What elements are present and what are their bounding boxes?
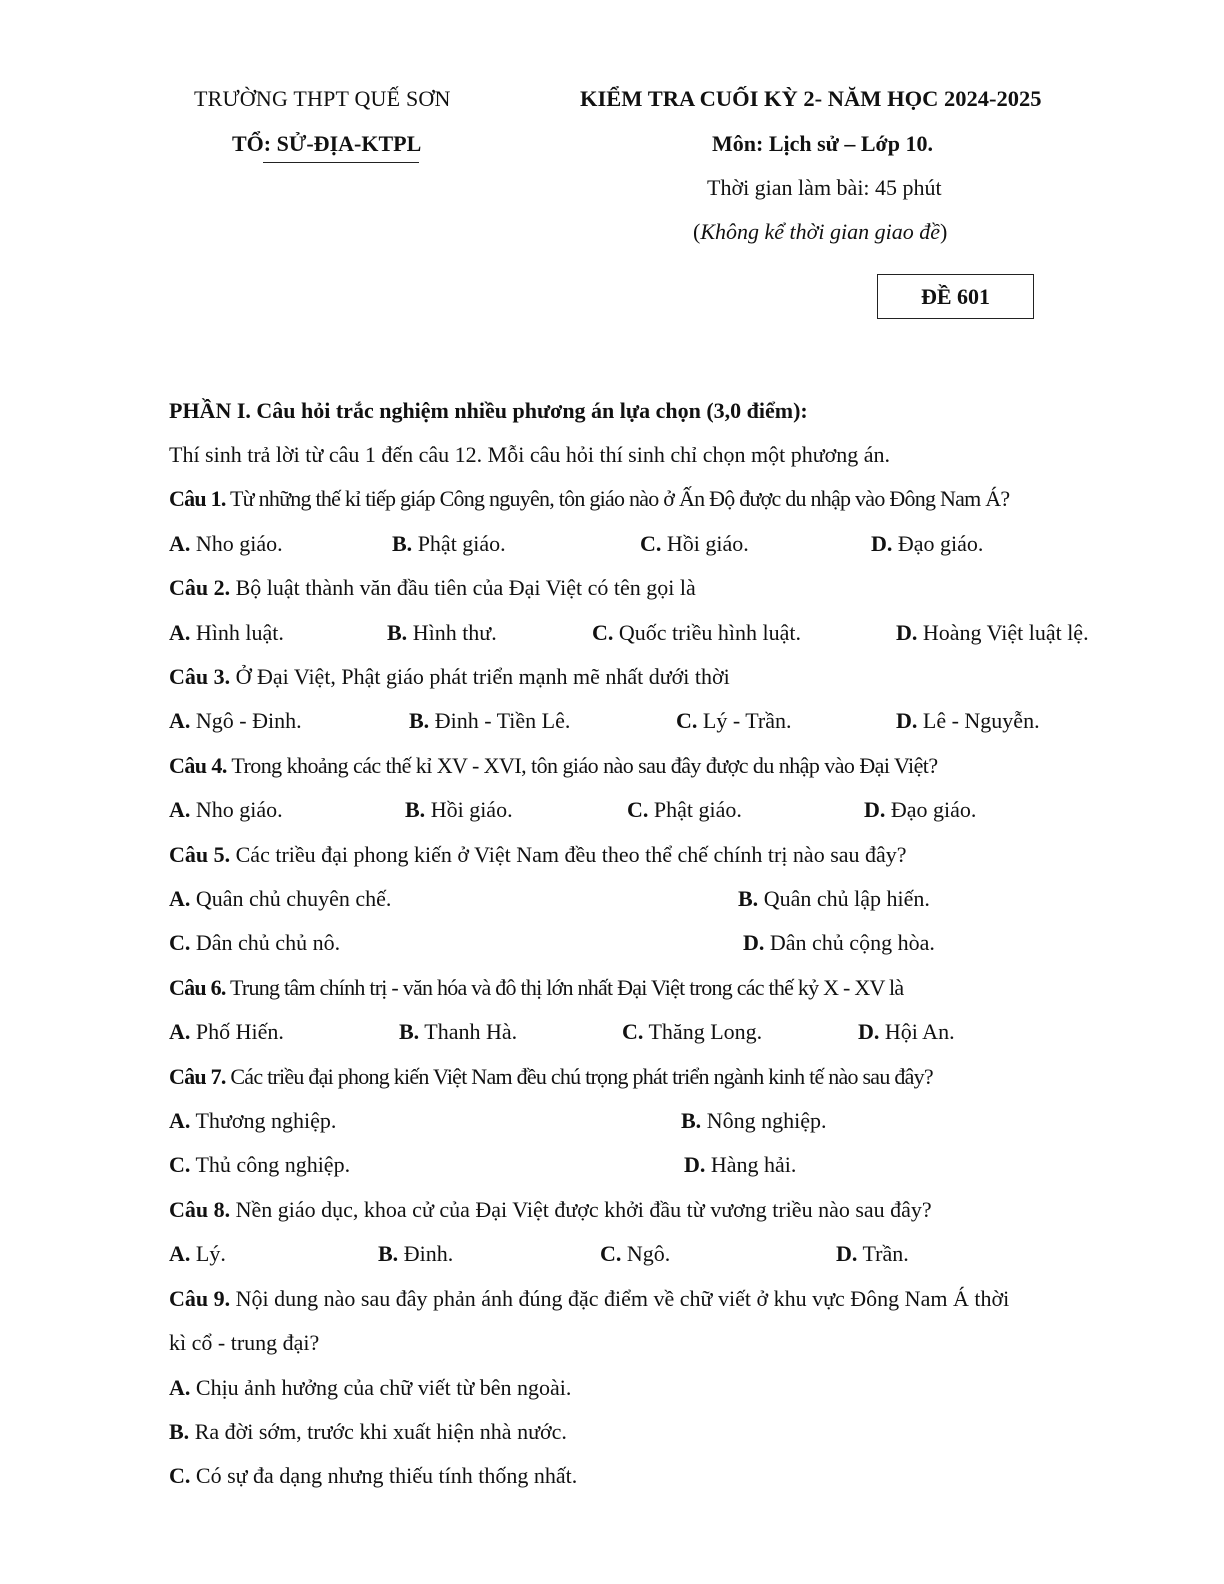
label-letter: C. — [169, 1152, 191, 1177]
question-4-option-b — [405, 797, 513, 823]
label-letter: D. — [871, 531, 893, 556]
label-text: Trần. — [857, 1241, 909, 1266]
label-text: Từ những thế kỉ tiếp giáp Công nguyên, tôn giáo nào ở Ấn Độ được du nhập vào Đông Nam Á? — [225, 486, 1010, 511]
label-text: Hồi giáo. — [661, 531, 749, 556]
label-letter: Câu 4. — [169, 753, 227, 778]
label-letter: C. — [676, 708, 698, 733]
label-letter: B. — [387, 620, 408, 645]
label-letter: B. — [738, 886, 759, 911]
label-letter: A. — [169, 1241, 191, 1266]
question-5-option-c — [169, 930, 340, 956]
label-letter: C. — [627, 797, 649, 822]
question-5-option-b — [738, 886, 930, 912]
exam-duration: Thời gian làm bài: 45 phút — [707, 175, 942, 200]
exam-title: KIỂM TRA CUỐI KỲ 2- NĂM HỌC 2024-2025 — [580, 86, 1042, 111]
label-text: Có sự đa dạng nhưng thiếu tính thống nhất. — [190, 1463, 578, 1488]
question-2-option-c — [592, 620, 801, 646]
label-text: Đạo giáo. — [885, 797, 977, 822]
label-letter: D. — [896, 620, 918, 645]
label-text: Đạo giáo. — [892, 531, 984, 556]
question-9 — [169, 1286, 1009, 1312]
question-1-option-c — [640, 531, 749, 557]
label-text: Lê - Nguyễn. — [917, 708, 1040, 733]
question-6-option-b — [399, 1019, 517, 1045]
exam-code: ĐỀ 601 — [920, 283, 991, 309]
question-2-option-d — [896, 620, 1089, 646]
question-9-continuation: kì cổ - trung đại? — [169, 1330, 320, 1355]
label-text: Các triều đại phong kiến Việt Nam đều chú trọng phát triển ngành kinh tế nào sau đây? — [225, 1064, 933, 1089]
label-text: Ngô. — [621, 1241, 671, 1266]
question-9-option-b — [169, 1419, 567, 1445]
label-text: Hình luật. — [190, 620, 284, 645]
label-text: Hồi giáo. — [425, 797, 513, 822]
label-text: Trong khoảng các thế kỉ XV - XVI, tôn giáo nào sau đây được du nhập vào Đại Việt? — [226, 753, 938, 778]
label-text: Ra đời sớm, trước khi xuất hiện nhà nước. — [189, 1419, 567, 1444]
question-8 — [169, 1197, 932, 1223]
question-7-option-c — [169, 1152, 350, 1178]
label-text: Phật giáo. — [412, 531, 506, 556]
label-text: Dân chủ chủ nô. — [190, 930, 341, 955]
label-text: Nền giáo dục, khoa cử của Đại Việt được khởi đầu từ vương triều nào sau đây? — [230, 1197, 932, 1222]
exam-code-box — [877, 274, 1034, 319]
question-7-option-a — [169, 1108, 336, 1134]
label-letter: C. — [600, 1241, 622, 1266]
label-letter: A. — [169, 1019, 191, 1044]
question-4-option-c — [627, 797, 742, 823]
question-6-option-a — [169, 1019, 284, 1045]
question-1-option-b — [392, 531, 506, 557]
question-5 — [169, 842, 907, 868]
label-letter: D. — [896, 708, 918, 733]
question-4 — [169, 753, 938, 779]
question-1-option-d — [871, 531, 983, 557]
label-text: Đinh - Tiền Lê. — [429, 708, 571, 733]
subject-line: Môn: Lịch sử – Lớp 10. — [712, 131, 933, 156]
label-letter: Câu 3. — [169, 664, 231, 689]
question-8-option-b — [378, 1241, 453, 1267]
label-letter: D. — [836, 1241, 858, 1266]
label-letter: B. — [409, 708, 430, 733]
question-7-option-b — [681, 1108, 826, 1134]
label-letter: Câu 1. — [169, 486, 226, 511]
school-name: TRƯỜNG THPT QUẾ SƠN — [194, 86, 451, 111]
question-6 — [169, 975, 903, 1001]
label-text: Quân chủ chuyên chế. — [190, 886, 392, 911]
label-text: Phố Hiến. — [190, 1019, 284, 1044]
question-8-option-c — [600, 1241, 670, 1267]
label-text: Quân chủ lập hiến. — [758, 886, 930, 911]
label-letter: Câu 5. — [169, 842, 231, 867]
question-2-option-a — [169, 620, 284, 646]
question-6-option-d — [858, 1019, 955, 1045]
label-letter: Câu 2. — [169, 575, 231, 600]
label-letter: A. — [169, 1108, 191, 1133]
question-9-option-a — [169, 1375, 571, 1401]
question-7 — [169, 1064, 933, 1090]
label-text: Hàng hải. — [705, 1152, 797, 1177]
part-title: PHẦN I. Câu hỏi trắc nghiệm nhiều phương án lựa chọn (3,0 điểm): — [169, 398, 808, 423]
question-7-option-d — [684, 1152, 796, 1178]
label-letter: C. — [169, 1463, 191, 1488]
department-underline — [263, 162, 419, 163]
label-letter: A. — [169, 620, 191, 645]
label-letter: Câu 7. — [169, 1064, 226, 1089]
question-9-option-c — [169, 1463, 577, 1489]
label-letter: A. — [169, 797, 191, 822]
question-3-option-c — [676, 708, 792, 734]
label-text: Ở Đại Việt, Phật giáo phát triển mạnh mẽ nhất dưới thời — [230, 664, 730, 689]
label-letter: B. — [405, 797, 426, 822]
label-letter: B. — [681, 1108, 702, 1133]
label-text: Nội dung nào sau đây phản ánh đúng đặc điểm về chữ viết ở khu vực Đông Nam Á thời — [230, 1286, 1010, 1311]
part-instruction: Thí sinh trả lời từ câu 1 đến câu 12. Mỗi câu hỏi thí sinh chỉ chọn một phương án. — [169, 442, 891, 467]
label-letter: B. — [399, 1019, 420, 1044]
label-letter: B. — [392, 531, 413, 556]
label-text: Lý. — [190, 1241, 226, 1266]
question-8-option-a — [169, 1241, 226, 1267]
label-letter: Câu 9. — [169, 1286, 231, 1311]
question-3-option-a — [169, 708, 302, 734]
label-text: Quốc triều hình luật. — [613, 620, 801, 645]
question-3-option-d — [896, 708, 1040, 734]
label-text: Đinh. — [398, 1241, 454, 1266]
label-text: Hoàng Việt luật lệ. — [917, 620, 1089, 645]
label-text: Chịu ảnh hưởng của chữ viết từ bên ngoài. — [190, 1375, 572, 1400]
label-text: Nho giáo. — [190, 531, 283, 556]
label-letter: C. — [592, 620, 614, 645]
label-letter: A. — [169, 708, 191, 733]
label-letter: A. — [169, 1375, 191, 1400]
label-letter: D. — [858, 1019, 880, 1044]
label-letter: B. — [169, 1419, 190, 1444]
label-text: Nho giáo. — [190, 797, 283, 822]
label-letter: C. — [640, 531, 662, 556]
label-letter: B. — [378, 1241, 399, 1266]
label-letter: A. — [169, 531, 191, 556]
label-text: Bộ luật thành văn đầu tiên của Đại Việt có tên gọi là — [230, 575, 696, 600]
label-text: Thanh Hà. — [419, 1019, 518, 1044]
exam-duration-note: (Không kể thời gian giao đề) — [693, 219, 948, 244]
label-text: Ngô - Đinh. — [190, 708, 302, 733]
label-letter: C. — [622, 1019, 644, 1044]
label-text: Nông nghiệp. — [701, 1108, 827, 1133]
label-text: Thủ công nghiệp. — [190, 1152, 351, 1177]
label-text: Hình thư. — [407, 620, 497, 645]
question-1-option-a — [169, 531, 283, 557]
question-1 — [169, 486, 1009, 512]
label-text: Các triều đại phong kiến ở Việt Nam đều theo thể chế chính trị nào sau đây? — [230, 842, 907, 867]
label-letter: D. — [743, 930, 765, 955]
label-text: Hội An. — [879, 1019, 955, 1044]
label-letter: C. — [169, 930, 191, 955]
question-2-option-b — [387, 620, 497, 646]
label-text: Thăng Long. — [643, 1019, 763, 1044]
label-letter: D. — [684, 1152, 706, 1177]
question-8-option-d — [836, 1241, 909, 1267]
label-letter: Câu 6. — [169, 975, 226, 1000]
question-2 — [169, 575, 696, 601]
label-letter: A. — [169, 886, 191, 911]
question-3-option-b — [409, 708, 570, 734]
label-letter: Câu 8. — [169, 1197, 231, 1222]
label-text: Lý - Trần. — [697, 708, 792, 733]
label-text: Trung tâm chính trị - văn hóa và đô thị lớn nhất Đại Việt trong các thế kỷ X - XV là — [225, 975, 904, 1000]
question-4-option-d — [864, 797, 976, 823]
department-name: TỔ: SỬ-ĐỊA-KTPL — [232, 131, 422, 156]
question-5-option-d — [743, 930, 935, 956]
label-text: Phật giáo. — [648, 797, 742, 822]
question-6-option-c — [622, 1019, 762, 1045]
label-letter: D. — [864, 797, 886, 822]
label-text: Dân chủ cộng hòa. — [764, 930, 935, 955]
label-text: Thương nghiệp. — [190, 1108, 337, 1133]
question-3 — [169, 664, 730, 690]
question-5-option-a — [169, 886, 391, 912]
question-4-option-a — [169, 797, 283, 823]
